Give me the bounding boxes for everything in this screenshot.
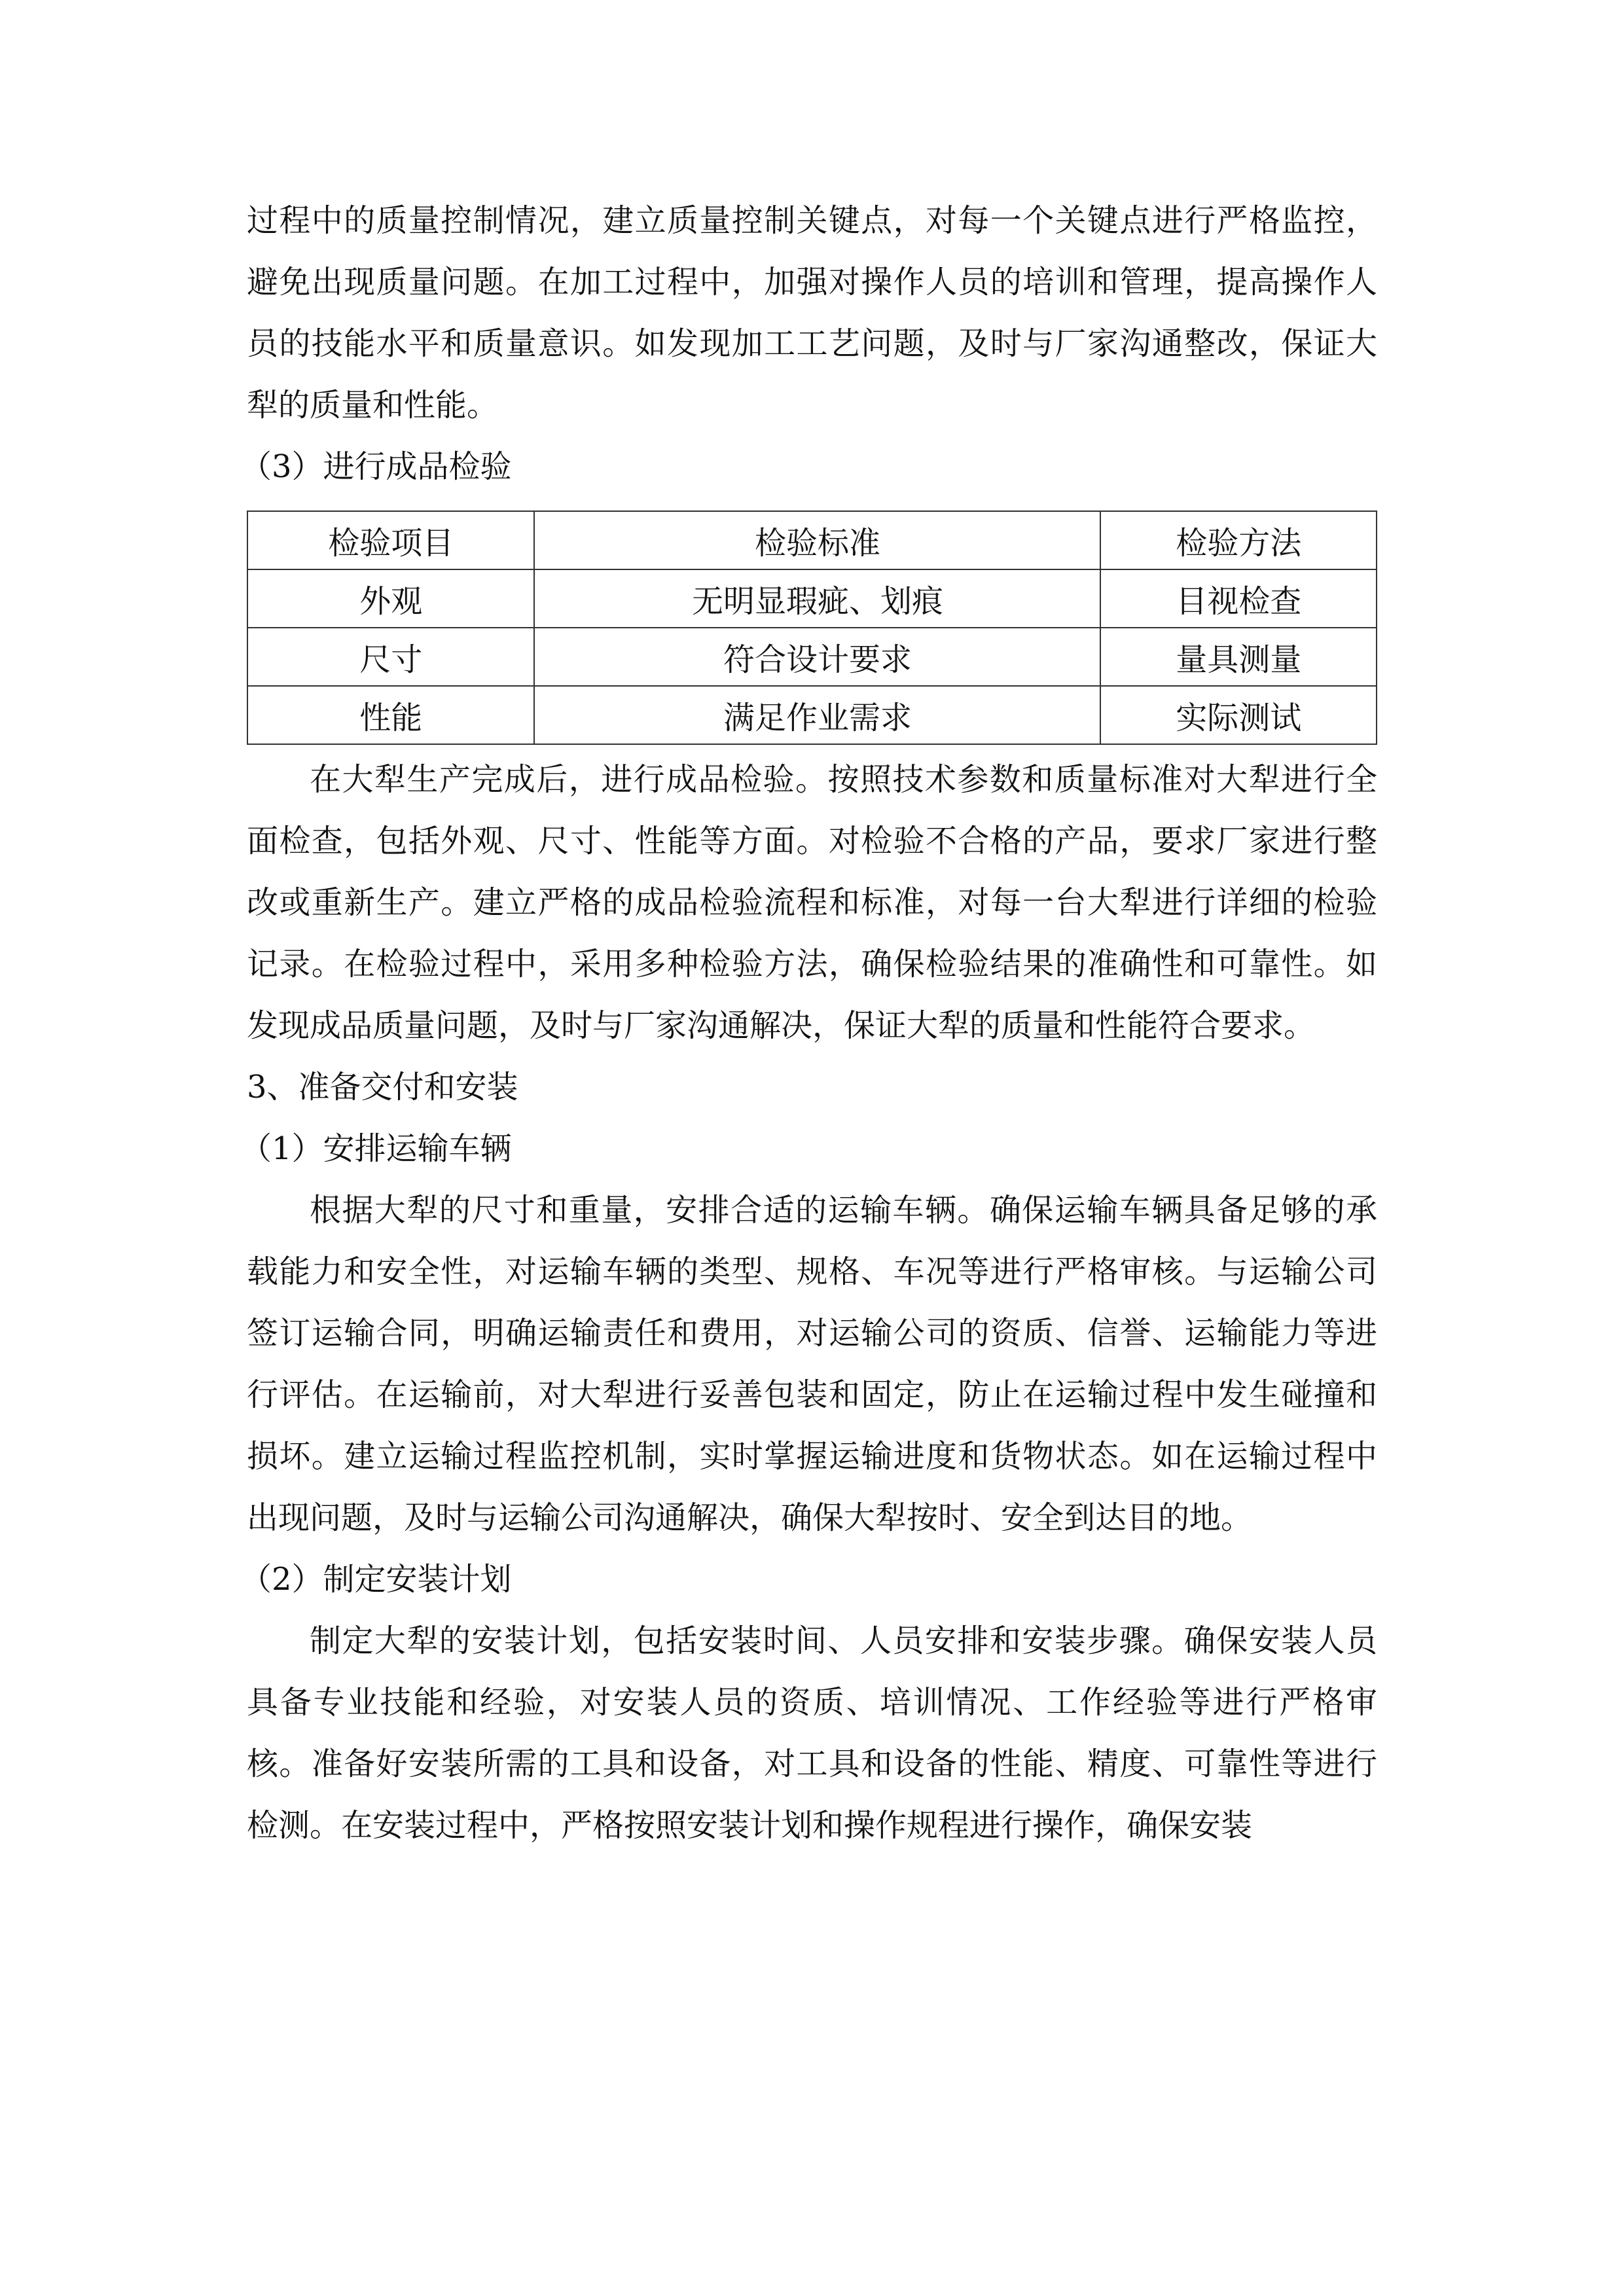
table-header-row xyxy=(247,511,1377,569)
heading-transport-vehicles: （1）安排运输车辆 xyxy=(240,1130,512,1167)
table-cell: 尺寸 xyxy=(247,628,534,686)
table-header-cell: 检验项目 xyxy=(247,511,534,569)
paragraph-installation: 制定大犁的安装计划，包括安装时间、人员安排和安装步骤。确保安装人员具备专业技能和经验，对安装人员的资质、培训情况、工作经验等进行严格审核。准备好安装所需的工具和设备，对工具和设备的性能、精度、可靠性等进行检测。在安装过程中，严格按照安装计划和操作规程进行操作，确保安装 xyxy=(247,1623,1377,1844)
table-cell: 实际测试 xyxy=(1100,686,1377,744)
table-row xyxy=(247,686,1377,744)
heading-delivery-installation: 3、准备交付和安装 xyxy=(247,1069,518,1105)
table-cell: 符合设计要求 xyxy=(534,628,1100,686)
table-cell: 目视检查 xyxy=(1100,569,1377,628)
paragraph-product-inspection: 在大犁生产完成后，进行成品检验。按照技术参数和质量标准对大犁进行全面检查，包括外观、尺寸、性能等方面。对检验不合格的产品，要求厂家进行整改或重新生产。建立严格的成品检验流程和标准，对每一台大犁进行详细的检验记录。在检验过程中，采用多种检验方法，确保检验结果的准确性和可靠性。如发现成品质量问题，及时与厂家沟通解决，保证大犁的质量和性能符合要求。 xyxy=(247,761,1377,1044)
paragraph-transport: 根据大犁的尺寸和重量，安排合适的运输车辆。确保运输车辆具备足够的承载能力和安全性，对运输车辆的类型、规格、车况等进行严格审核。与运输公司签订运输合同，明确运输责任和费用，对运输公司的资质、信誉、运输能力等进行评估。在运输前，对大犁进行妥善包装和固定，防止在运输过程中发生碰撞和损坏。建立运输过程监控机制，实时掌握运输进度和货物状态。如在运输过程中出现问题，及时与运输公司沟通解决，确保大犁按时、安全到达目的地。 xyxy=(247,1192,1377,1536)
inspection-table xyxy=(247,511,1377,745)
paragraph-quality-control: 过程中的质量控制情况，建立质量控制关键点，对每一个关键点进行严格监控，避免出现质量问题。在加工过程中，加强对操作人员的培训和管理，提高操作人员的技能水平和质量意识。如发现加工工艺问题，及时与厂家沟通整改，保证大犁的质量和性能。 xyxy=(247,202,1377,423)
heading-product-inspection: （3）进行成品检验 xyxy=(240,448,512,485)
table-header-cell: 检验标准 xyxy=(534,511,1100,569)
heading-installation-plan: （2）制定安装计划 xyxy=(240,1561,512,1598)
table-cell: 性能 xyxy=(247,686,534,744)
table-header-cell: 检验方法 xyxy=(1100,511,1377,569)
table-cell: 无明显瑕疵、划痕 xyxy=(534,569,1100,628)
table-cell: 外观 xyxy=(247,569,534,628)
table-cell: 量具测量 xyxy=(1100,628,1377,686)
table-row xyxy=(247,569,1377,628)
table-row xyxy=(247,628,1377,686)
document-page xyxy=(240,190,1377,1856)
table-cell: 满足作业需求 xyxy=(534,686,1100,744)
